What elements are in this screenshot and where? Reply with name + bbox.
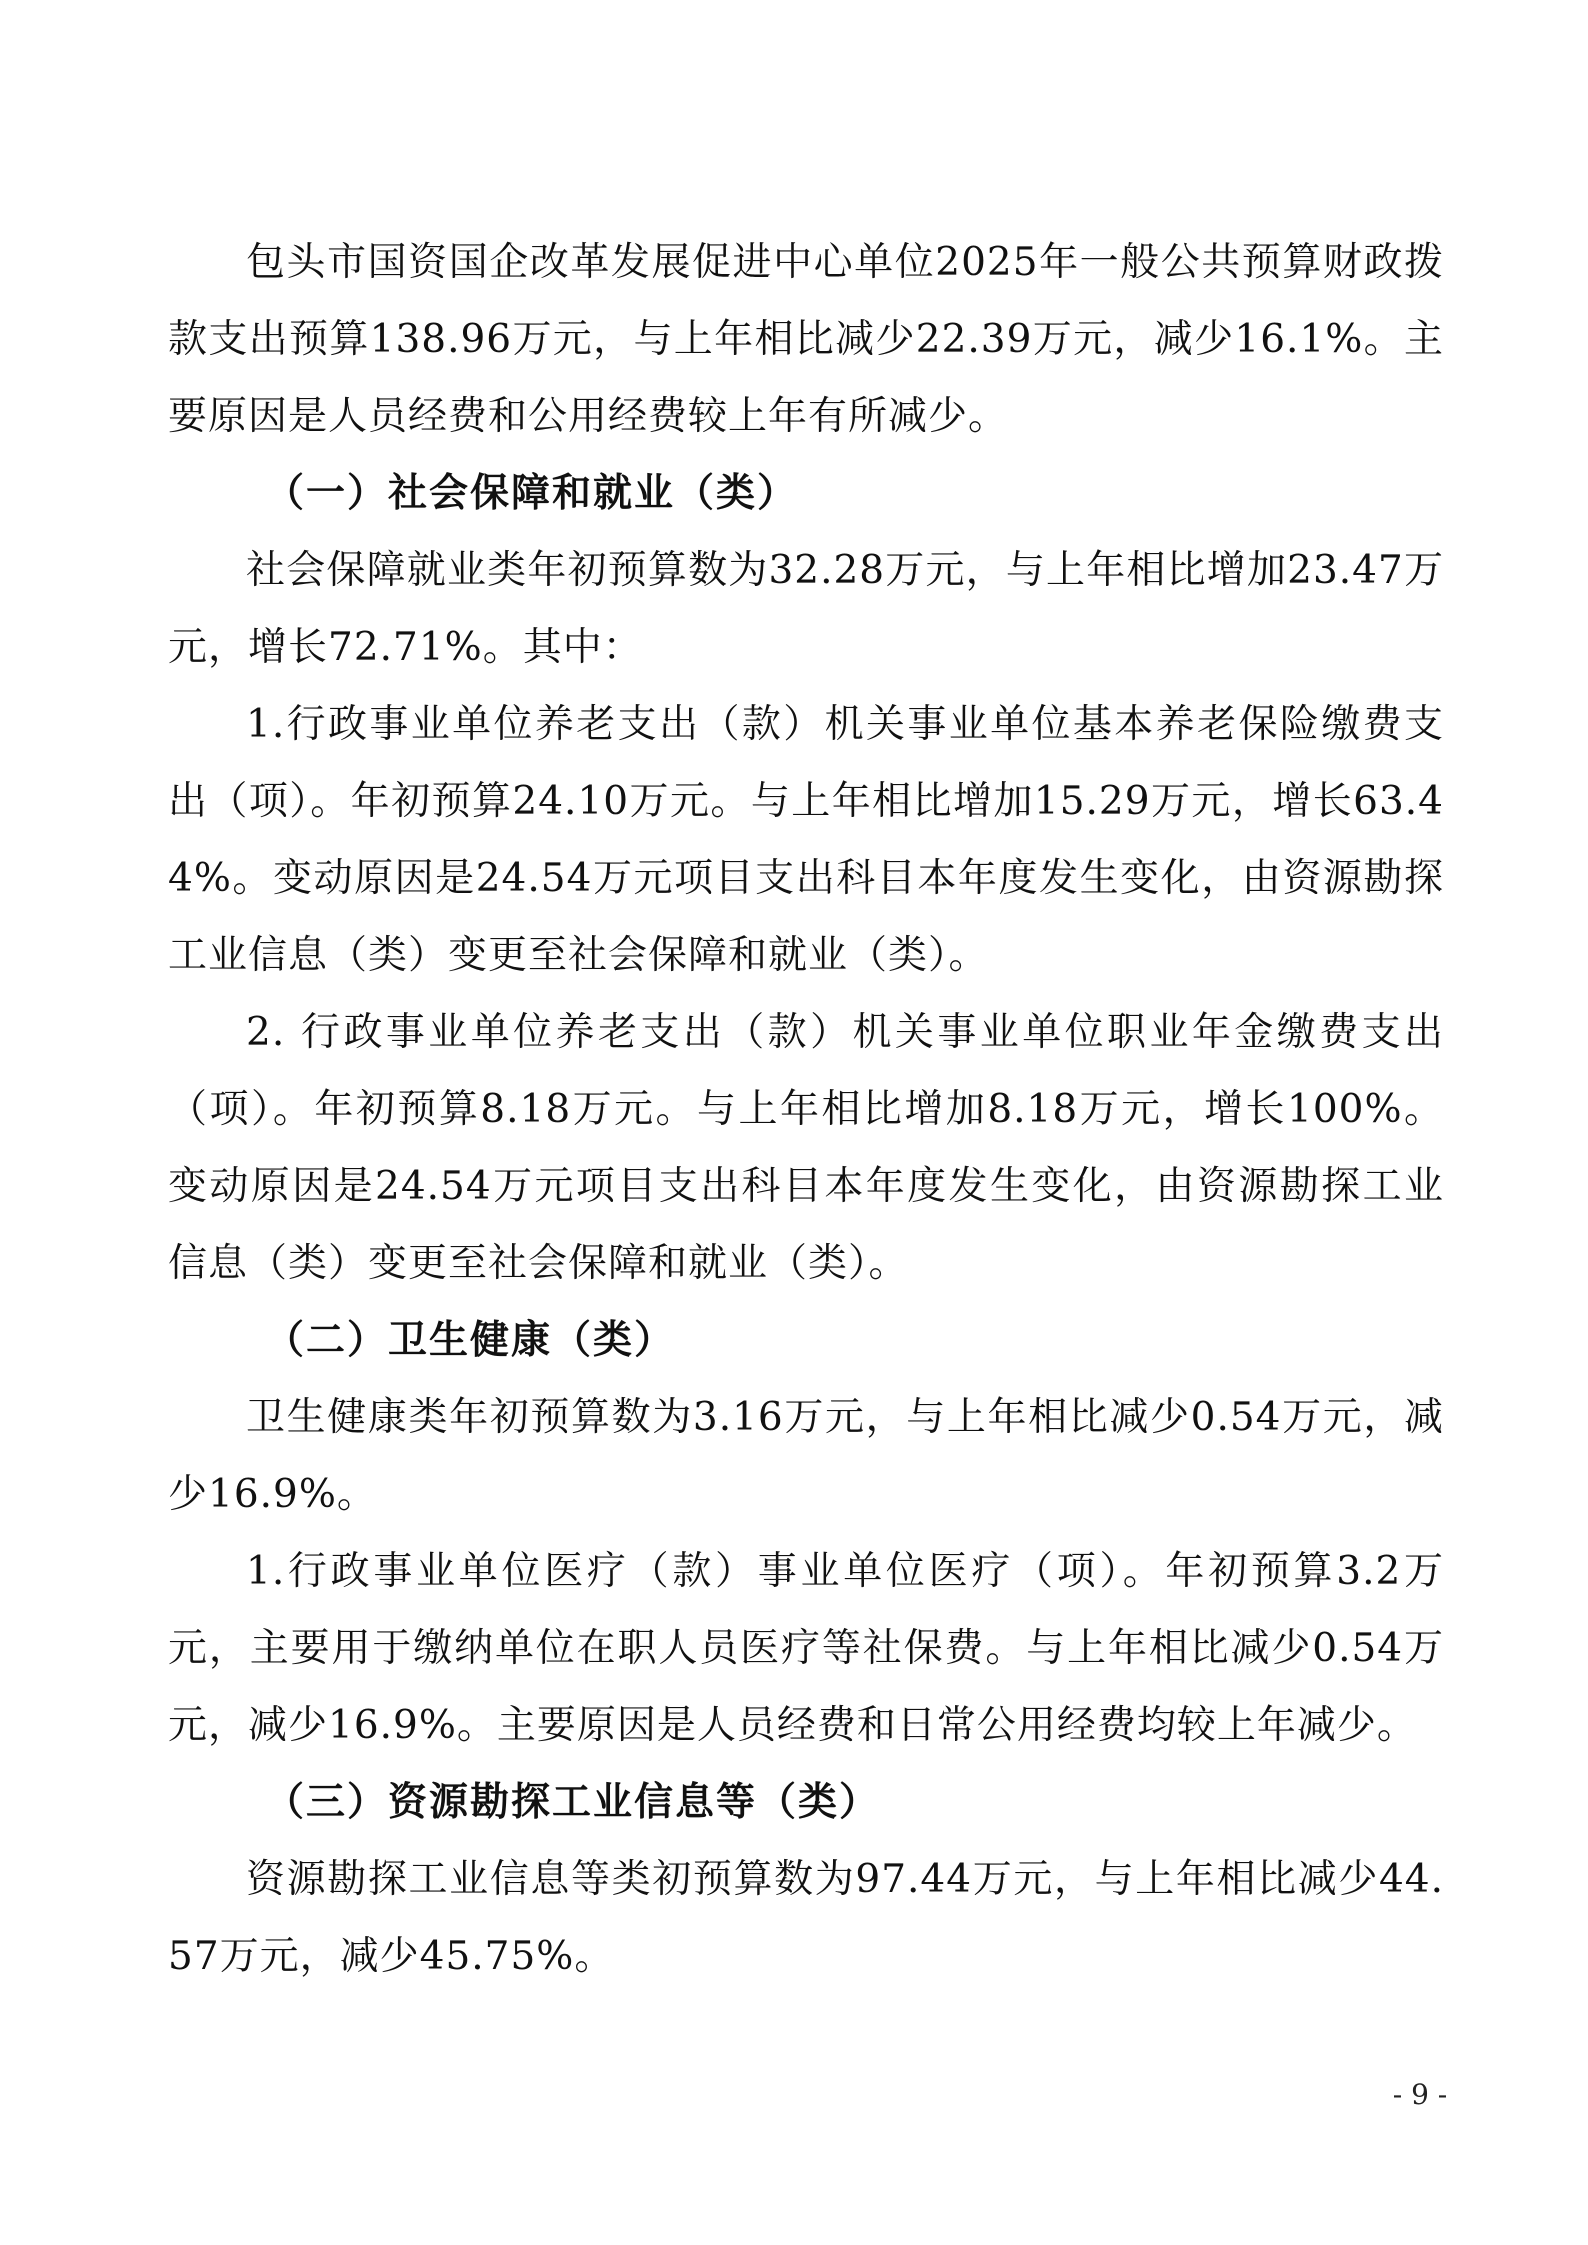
list-item-occupational-annuity: 2. 行政事业单位养老支出（款）机关事业单位职业年金缴费支出（项）。年初预算8.18万元。与上年相比增加8.18万元，增长100%。变动原因是24.54万元项目支出科目本年度发生变化，由资源勘探工业信息（类）变更至社会保障和就业（类）。 <box>168 1010 1444 1286</box>
intro-paragraph: 包头市国资国企改革发展促进中心单位2025年一般公共预算财政拨款支出预算138.96万元，与上年相比减少22.39万元，减少16.1%。主要原因是人员经费和公用经费较上年有所减少。 <box>168 240 1444 439</box>
section-heading-social-security: （一）社会保障和就业（类） <box>265 471 799 516</box>
section-summary-health: 卫生健康类年初预算数为3.16万元，与上年相比减少0.54万元，减少16.9%。 <box>168 1395 1444 1517</box>
document-body <box>168 224 1444 1995</box>
section-summary-resources: 资源勘探工业信息等类初预算数为97.44万元，与上年相比减少44.57万元，减少45.75%。 <box>168 1857 1444 1979</box>
section-summary-social-security: 社会保障就业类年初预算数为32.28万元，与上年相比增加23.47万元，增长72.71%。其中： <box>168 548 1444 670</box>
list-item-medical: 1.行政事业单位医疗（款）事业单位医疗（项）。年初预算3.2万元，主要用于缴纳单位在职人员医疗等社保费。与上年相比减少0.54万元，减少16.9%。主要原因是人员经费和日常公用经费均较上年减少。 <box>168 1549 1444 1748</box>
page-number: - 9 - <box>1392 2078 1448 2111</box>
list-item-basic-pension: 1.行政事业单位养老支出（款）机关事业单位基本养老保险缴费支出（项）。年初预算24.10万元。与上年相比增加15.29万元，增长63.44%。变动原因是24.54万元项目支出科目本年度发生变化，由资源勘探工业信息（类）变更至社会保障和就业（类）。 <box>168 702 1444 978</box>
section-heading-resources: （三）资源勘探工业信息等（类） <box>265 1780 881 1825</box>
section-heading-health: （二）卫生健康（类） <box>265 1318 676 1363</box>
